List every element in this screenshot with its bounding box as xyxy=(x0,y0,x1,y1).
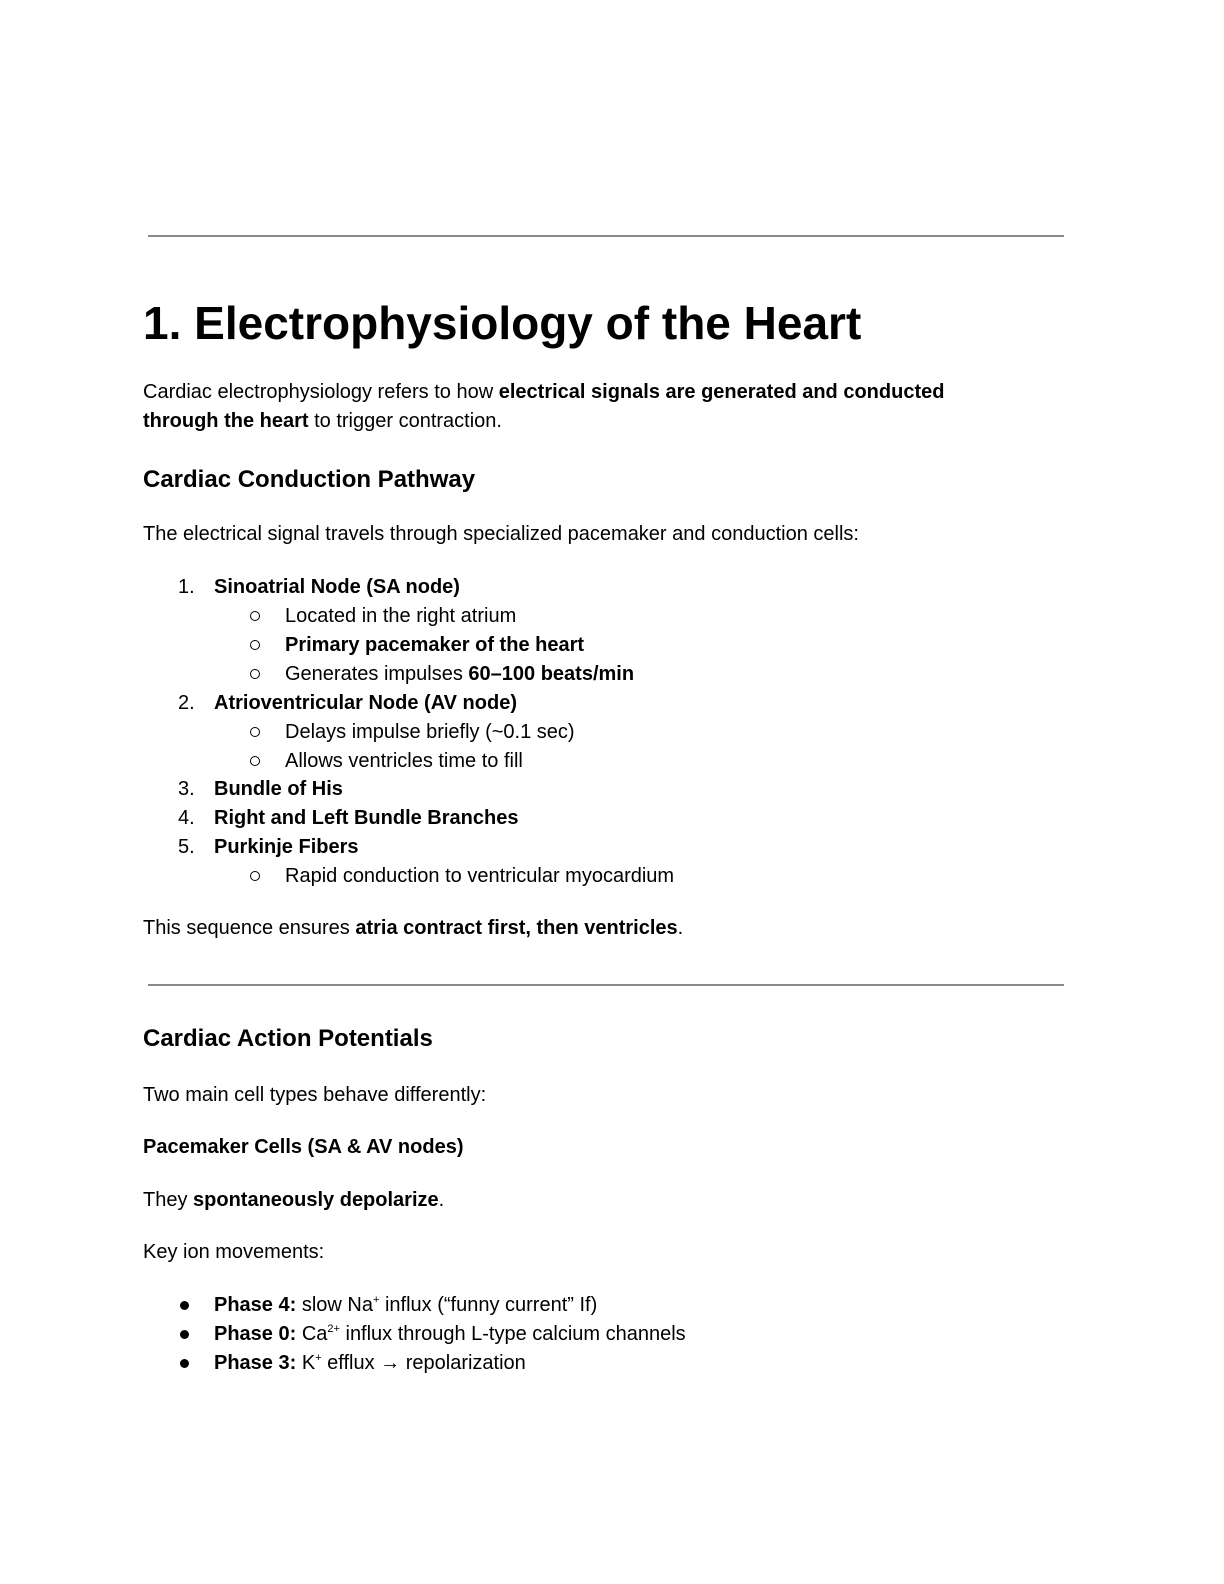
intro-bold-2: through the heart xyxy=(143,410,309,432)
action-potentials-heading: Cardiac Action Potentials xyxy=(143,1025,433,1052)
sub-item-bold: 60–100 beats/min xyxy=(468,663,635,685)
phase-label: Phase 4: xyxy=(214,1294,297,1316)
list-number: 2. xyxy=(178,692,195,714)
list-number: 4. xyxy=(178,807,195,829)
intro-bold: electrical signals are generated and conducted xyxy=(498,381,945,403)
hollow-bullet-icon xyxy=(250,669,260,679)
summary-text: This sequence ensures xyxy=(143,917,356,939)
pacemaker-description xyxy=(143,1186,444,1215)
hollow-bullet-icon xyxy=(250,611,260,621)
summary-end: . xyxy=(677,917,684,939)
list-item-bundle-branches: Right and Left Bundle Branches xyxy=(214,807,519,829)
phase-text: Ca xyxy=(296,1323,328,1345)
key-ion-lead: Key ion movements: xyxy=(143,1241,325,1263)
horizontal-rule-middle xyxy=(148,984,1064,986)
hollow-bullet-icon xyxy=(250,727,260,737)
phase-text-end: influx through L-type calcium channels xyxy=(339,1323,686,1345)
page-title: 1. Electrophysiology of the Heart xyxy=(143,297,862,349)
phase-item xyxy=(214,1320,686,1349)
sub-item: Located in the right atrium xyxy=(285,605,517,627)
action-potentials-lead: Two main cell types behave differently: xyxy=(143,1084,487,1106)
they-text: They xyxy=(143,1189,194,1211)
sub-item: Delays impulse briefly (~0.1 sec) xyxy=(285,721,575,743)
list-item-bundle-of-his: Bundle of His xyxy=(214,778,343,800)
list-number: 3. xyxy=(178,778,195,800)
conduction-summary xyxy=(143,914,683,943)
summary-bold: atria contract first, then ventricles xyxy=(355,917,678,939)
they-end: . xyxy=(438,1189,445,1211)
sub-item xyxy=(285,660,634,689)
hollow-bullet-icon xyxy=(250,640,260,650)
hollow-bullet-icon xyxy=(250,756,260,766)
phase-text: K xyxy=(296,1352,316,1374)
sub-item-text: Generates impulses xyxy=(285,663,469,685)
conduction-lead: The electrical signal travels through specialized pacemaker and conduction cells: xyxy=(143,523,859,545)
list-item-sa-node: Sinoatrial Node (SA node) xyxy=(214,576,460,598)
horizontal-rule-top xyxy=(148,235,1064,237)
list-number: 1. xyxy=(178,576,195,598)
sub-item: Primary pacemaker of the heart xyxy=(285,634,585,656)
conduction-heading: Cardiac Conduction Pathway xyxy=(143,466,476,493)
phase-text-end: influx (“funny current” If) xyxy=(379,1294,598,1316)
sub-item: Allows ventricles time to fill xyxy=(285,750,523,772)
phase-item xyxy=(214,1349,526,1378)
phase-item xyxy=(214,1291,597,1320)
phase-superscript: + xyxy=(315,1352,322,1364)
list-item-purkinje-fibers: Purkinje Fibers xyxy=(214,836,359,858)
bullet-icon xyxy=(180,1359,189,1368)
phase-label: Phase 0: xyxy=(214,1323,297,1345)
phase-superscript: 2+ xyxy=(327,1323,340,1335)
list-number: 5. xyxy=(178,836,195,858)
intro-text-end: to trigger contraction. xyxy=(308,410,502,432)
they-bold: spontaneously depolarize xyxy=(193,1189,439,1211)
pacemaker-cells-heading: Pacemaker Cells (SA & AV nodes) xyxy=(143,1136,464,1158)
bullet-icon xyxy=(180,1330,189,1339)
bullet-icon xyxy=(180,1301,189,1310)
sub-item: Rapid conduction to ventricular myocardium xyxy=(285,865,675,887)
list-item-av-node: Atrioventricular Node (AV node) xyxy=(214,692,517,714)
intro-paragraph xyxy=(143,378,944,436)
phase-superscript: + xyxy=(372,1294,380,1306)
phase-text: slow Na xyxy=(296,1294,373,1316)
phase-label: Phase 3: xyxy=(214,1352,297,1374)
intro-text: Cardiac electrophysiology refers to how xyxy=(143,381,499,403)
phase-text-end: efflux → repolarization xyxy=(321,1352,526,1374)
hollow-bullet-icon xyxy=(250,871,260,881)
